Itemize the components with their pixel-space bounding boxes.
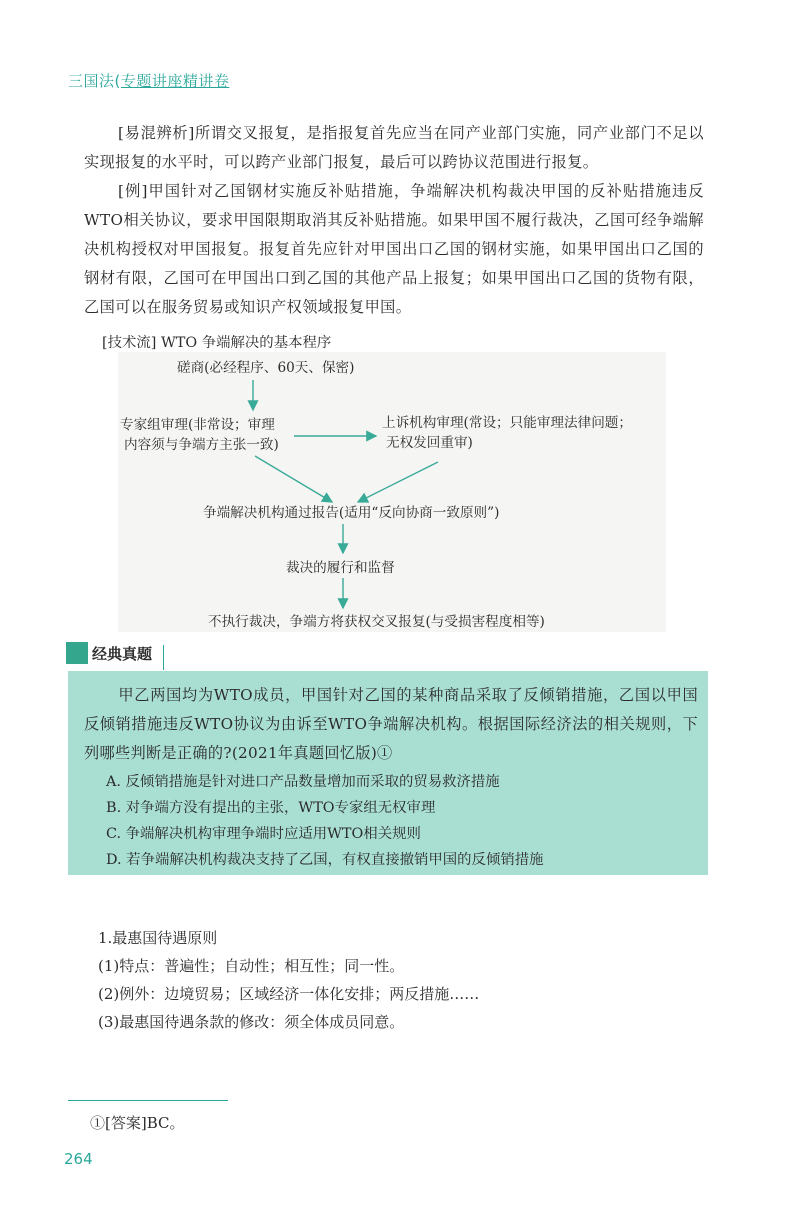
- exam-section-label: [66, 642, 164, 666]
- exam-option-c: C. 争端解决机构审理争端时应适用WTO相关规则: [106, 826, 421, 842]
- running-head-b: 专题讲座精讲卷: [120, 72, 230, 90]
- node-dsb-report: 争端解决机构通过报告(适用“反向协商一致原则”): [203, 505, 500, 521]
- exam-label-text: 经典真题: [92, 645, 153, 663]
- arrow-appeal-to-dsb: [358, 462, 438, 502]
- exam-question-box: [68, 671, 708, 875]
- label-divider: [163, 645, 164, 670]
- footnote-answer: ①[答案]BC。: [90, 1114, 185, 1132]
- node-appeal-line1: 上诉机构审理(常设；只能审理法律问题；: [382, 415, 632, 431]
- note-item-2: (2)例外：边境贸易；区域经济一体化安排；两反措施……: [98, 985, 480, 1003]
- running-head-a: 三国法(: [68, 72, 121, 90]
- node-consultation: 磋商(必经程序、60天、保密): [177, 360, 355, 376]
- exam-question-text: 甲乙两国均为WTO成员，甲国针对乙国的某种商品采取了反倾销措施，乙国以甲国反倾销措施违反WTO协议为由诉至WTO争端解决机构。根据国际经济法的相关规则，下列哪些判断是正确的?(2021年真题回忆版)①: [84, 686, 698, 762]
- flowchart-title: [技术流] WTO 争端解决的基本程序: [102, 335, 332, 351]
- footnote-rule: [68, 1100, 228, 1101]
- note-heading: 1.最惠国待遇原则: [98, 929, 218, 947]
- label-square-icon: [66, 642, 88, 664]
- node-monitoring: 裁决的履行和监督: [286, 560, 395, 576]
- node-panel-line1: 专家组审理(非常设；审理: [120, 417, 275, 433]
- page-number: 264: [64, 1150, 93, 1168]
- node-retaliation: 不执行裁决，争端方将获权交叉报复(与受损害程度相等): [208, 614, 545, 630]
- note-item-3: (3)最惠国待遇条款的修改：须全体成员同意。: [98, 1013, 405, 1031]
- arrow-panel-to-dsb: [255, 456, 332, 502]
- exam-question: [84, 681, 698, 768]
- node-panel-line2: 内容须与争端方主张一致): [124, 437, 279, 453]
- paragraph-text: [易混辨析]所谓交叉报复，是指报复首先应当在同产业部门实施，同产业部门不足以实现报复的水平时，可以跨产业部门报复，最后可以跨协议范围进行报复。: [84, 124, 704, 171]
- paragraph-text: [例]甲国针对乙国钢材实施反补贴措施，争端解决机构裁决甲国的反补贴措施违反WTO相关协议，要求甲国限期取消其反补贴措施。如果甲国不履行裁决，乙国可经争端解决机构授权对甲国报复。报复首先应针对甲国出口乙国的钢材实施，如果甲国出口乙国的钢材有限，乙国可在甲国出口到乙国的其他产品上报复；如果甲国出口乙国的货物有限，乙国可以在服务贸易或知识产权领域报复甲国。: [84, 182, 704, 316]
- node-appeal-line2: 无权发回重审): [386, 435, 473, 451]
- note-item-1: (1)特点：普遍性；自动性；相互性；同一性。: [98, 957, 405, 975]
- exam-option-a: A. 反倾销措施是针对进口产品数量增加而采取的贸易救济措施: [106, 774, 500, 790]
- exam-option-b: B. 对争端方没有提出的主张，WTO专家组无权审理: [106, 800, 436, 816]
- exam-option-d: D. 若争端解决机构裁决支持了乙国，有权直接撤销甲国的反倾销措施: [106, 852, 544, 868]
